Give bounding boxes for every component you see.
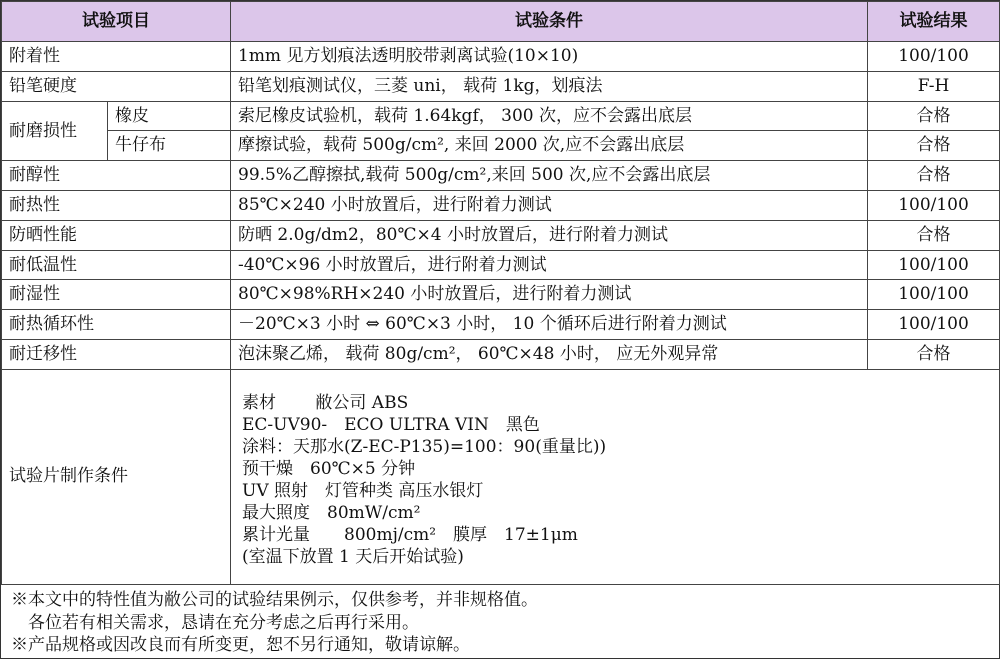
- row-item: 耐迁移性: [2, 339, 231, 369]
- row-result: 合格: [868, 131, 1000, 161]
- table-row: [2, 250, 1000, 280]
- row-result: 100/100: [868, 190, 1000, 220]
- header-test-condition: 试验条件: [231, 2, 868, 42]
- sample-prep-row: [2, 369, 1000, 584]
- row-result: 合格: [868, 161, 1000, 191]
- row-result: 100/100: [868, 280, 1000, 310]
- row-item: 附着性: [2, 42, 231, 72]
- row-item: 铅笔硬度: [2, 71, 231, 101]
- row-result: F-H: [868, 71, 1000, 101]
- sample-prep-line: 素材 敝公司 ABS: [242, 392, 409, 413]
- sample-prep-label: 试验片制作条件: [2, 369, 231, 584]
- row-result: 100/100: [868, 250, 1000, 280]
- row-condition: 85℃×240 小时放置后，进行附着力测试: [231, 190, 868, 220]
- table-row: [2, 101, 1000, 131]
- row-item: 耐磨损性: [2, 101, 108, 161]
- table-row: [2, 190, 1000, 220]
- disclaimer-notes: [1, 586, 999, 658]
- row-result: 100/100: [868, 42, 1000, 72]
- row-condition: 索尼橡皮试验机，载荷 1.64kgf， 300 次，应不会露出底层: [231, 101, 868, 131]
- row-condition: 铅笔划痕测试仪，三菱 uni， 载荷 1kg，划痕法: [231, 71, 868, 101]
- sample-prep-line: 预干燥 60℃×5 分钟: [242, 458, 416, 479]
- row-item: 耐醇性: [2, 161, 231, 191]
- row-item: 耐热性: [2, 190, 231, 220]
- row-condition: 99.5%乙醇擦拭,载荷 500g/cm²,来回 500 次,应不会露出底层: [231, 161, 868, 191]
- note-line: 各位若有相关需求，恳请在充分考虑之后再行采用。: [11, 612, 419, 633]
- row-item: 耐湿性: [2, 280, 231, 310]
- table-row: [2, 310, 1000, 340]
- sample-prep-line: 累计光量 800mj/cm² 膜厚 17±1μm: [242, 524, 578, 545]
- row-condition: －20℃×3 小时 ⇔ 60℃×3 小时， 10 个循环后进行附着力测试: [231, 310, 868, 340]
- row-condition: 防晒 2.0g/dm2，80℃×4 小时放置后，进行附着力测试: [231, 220, 868, 250]
- row-result: 合格: [868, 220, 1000, 250]
- row-result: 100/100: [868, 310, 1000, 340]
- test-results-table: [1, 1, 1000, 585]
- row-item: 耐低温性: [2, 250, 231, 280]
- row-sub-item: 橡皮: [108, 101, 231, 131]
- sample-prep-line: EC-UV90- ECO ULTRA VIN 黑色: [242, 414, 540, 435]
- row-result: 合格: [868, 339, 1000, 369]
- table-row: [2, 131, 1000, 161]
- sample-prep-line: 涂料：天那水(Z-EC-P135)=100：90(重量比)): [242, 436, 607, 457]
- table-row: [2, 339, 1000, 369]
- row-condition: -40℃×96 小时放置后，进行附着力测试: [231, 250, 868, 280]
- row-condition: 泡沫聚乙烯， 载荷 80g/cm²， 60℃×48 小时， 应无外观异常: [231, 339, 868, 369]
- table-header-row: [2, 2, 1000, 42]
- note-line: ※产品规格或因改良而有所变更，恕不另行通知，敬请谅解。: [11, 635, 470, 655]
- table-row: [2, 280, 1000, 310]
- table-row: [2, 220, 1000, 250]
- row-sub-item: 牛仔布: [108, 131, 231, 161]
- sample-prep-line: 最大照度 80mW/cm²: [242, 502, 421, 523]
- sample-prep-conditions: [231, 369, 1000, 584]
- sample-prep-line: (室温下放置 1 天后开始试验): [242, 546, 464, 567]
- row-item: 耐热循环性: [2, 310, 231, 340]
- row-item: 防晒性能: [2, 220, 231, 250]
- row-condition: 摩擦试验，载荷 500g/cm², 来回 2000 次,应不会露出底层: [231, 131, 868, 161]
- table-row: [2, 71, 1000, 101]
- sample-prep-line: UV 照射 灯管种类 高压水银灯: [242, 480, 484, 501]
- row-result: 合格: [868, 101, 1000, 131]
- header-test-item: 试验项目: [2, 2, 231, 42]
- row-condition: 80℃×98%RH×240 小时放置后，进行附着力测试: [231, 280, 868, 310]
- table-row: [2, 161, 1000, 191]
- header-test-result: 试验结果: [868, 2, 1000, 42]
- note-line: ※本文中的特性值为敝公司的试验结果例示，仅供参考，并非规格值。: [11, 590, 538, 610]
- row-condition: 1mm 见方划痕法透明胶带剥离试验(10×10): [231, 42, 868, 72]
- table-row: [2, 42, 1000, 72]
